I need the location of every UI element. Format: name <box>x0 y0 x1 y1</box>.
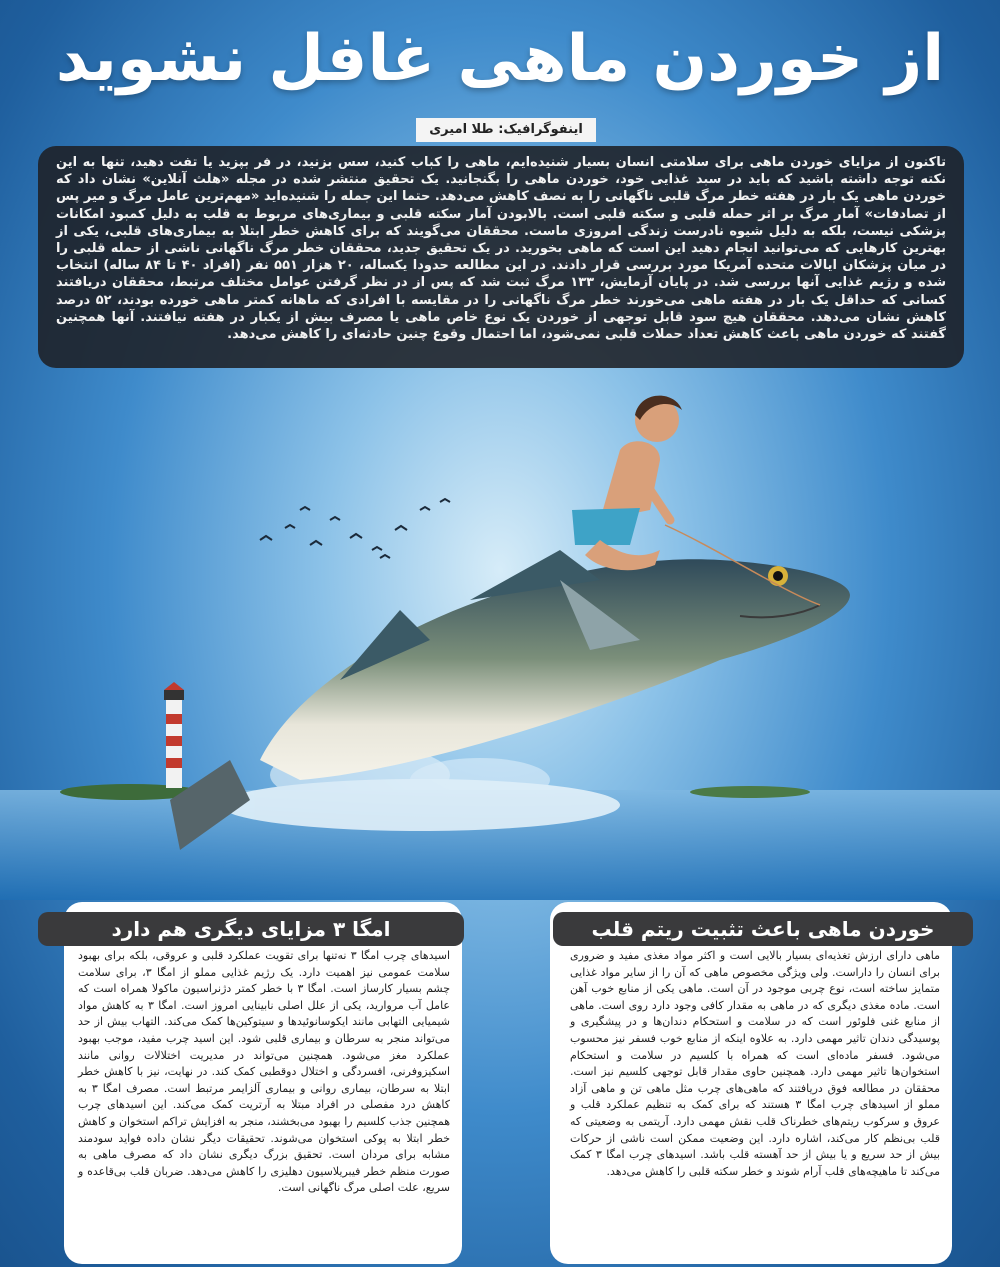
boy-riding-fish-illustration <box>0 380 1000 900</box>
lighthouse <box>164 682 184 788</box>
flying-birds <box>260 499 450 558</box>
intro-text-panel: تاکنون از مزایای خوردن ماهی برای سلامتی انسان بسیار شنیده‌ایم، ماهی را کباب کنید، سس بزنید، در فر بپزید یا تفت دهید، تنها به این نکته توجه داشته باشید که باید در سبد غذایی خود، خوردن ماهی را بگنجانید. یک تحقیق منتشر شده در مجله «هلث آنلاین» نشان داد که خوردن ماهی یک بار در هفته خطر مرگ قلبی ناگهانی را به نصف کاهش می‌دهد. حتما این جمله را شنیده‌اید «مهم‌ترین عامل مرگ و میر پس از تصادفات» آمار مرگ بر اثر حمله قلبی و سکته قلبی است. بالابودن آمار سکته قلبی و بیماری‌های مربوط به قلب به دلیل کمبود امکانات پزشکی نیست، بلکه به دلیل شیوه نادرست زندگی امروزی ماست. محققان می‌گویند که برای کاهش خطر ابتلا به بیماری‌های قلبی، یکی از بهترین کارهایی که می‌توانید انجام دهید این است که ماهی بخورید. در یک تحقیق جدید، محققان خطر مرگ ناگهانی ناشی از حمله قلبی را در میان پزشکان ایالات متحده آمریکا مورد بررسی قرار دادند. در این مطالعه حدودا یکساله، ۲۰ هزار ۵۵۱ نفر (افراد ۴۰ تا ۸۴ ساله) انتخاب شده و رژیم غذایی آنها بررسی شد. در پایان آزمایش، ۱۳۳ مرگ ثبت شد که پس از در نظر گرفتن عوامل مختلف مرتبط، محققان دریافتند کسانی که حداقل یک بار در هفته ماهی می‌خورند خطر مرگ ناگهانی را در مقایسه با افرادی که ماهانه کمتر ماهی خورده بودند، ۵۲ درصد کاهش نشان می‌دهد. محققان هیچ سود قابل توجهی از خوردن یک نوع خاص ماهی یا مصرف بیش از یکبار در هفته نیافتند. آنها همچنین گفتند که خوردن ماهی باعث کاهش تعداد حملات قلبی نمی‌شود، اما احتمال وقوع چنین حادثه‌ای را کاهش می‌دهد. <box>38 146 964 368</box>
heart-rhythm-text: ماهی دارای ارزش تغذیه‌ای بسیار بالایی است و اکثر مواد مغذی مفید و ضروری برای انسان را داراست. ولی ویژگی مخصوص ماهی که آن را از سایر مواد غذایی متمایز ساخته است، نوع چربی موجود در آن است. ماهی یکی از منابع خوب آهن است. ماده مغذی دیگری که در ماهی به مقدار کافی وجود دارد روی است. ماهی از منابع غنی فلوئور است که در سلامت و استحکام دندان‌ها و در پیشگیری و پوسیدگی دندان تاثیر مهمی دارد. به علاوه اینکه از منابع خوب فسفر نیز محسوب می‌شود. فسفر ماده‌ای است که همراه با کلسیم در سلامت و استحکام استخوان‌ها تاثیر مهمی دارد. همچنین حاوی مقدار قابل توجهی کلسیم نیز است. محققان در مطالعه فوق دریافتند که ماهی‌های چرب مثل ماهی تن و ماهی آزاد مملو از اسیدهای چرب امگا ۳ هستند که برای کمک به تنظیم عملکرد قلب و عروق و سرکوب ریتم‌های خطرناک قلب نقش مهمی دارد. آریتمی به وضعیتی که قلب بی‌نظم کار می‌کند، اشاره دارد. این وضعیت ممکن است ناشی از حرکات بیش از حد سریع و یا بیش از حد آهسته قلب باشد. اسیدهای چرب امگا ۳ کمک می‌کند تا ماهیچه‌های قلب آرام شوند و خطر سکته قلبی را کاهش می‌دهد. <box>570 949 940 1178</box>
infographic-credit: اینفوگرافیک: طلا امیری <box>416 118 596 142</box>
island-right <box>690 786 810 798</box>
heart-rhythm-heading: خوردن ماهی باعث تثبیت ریتم قلب <box>553 912 973 946</box>
page-title: از خوردن ماهی غافل نشوید <box>55 22 945 96</box>
omega3-text: اسیدهای چرب امگا ۳ نه‌تنها برای تقویت عملکرد قلبی و عروقی، بلکه برای بهبود سلامت عمومی نیز اهمیت دارد. یک رژیم غذایی مملو از امگا ۳، برای سلامت چشم بسیار کارساز است. امگا ۳ با خطر کمتر دژنراسیون ماکولا همراه است که عامل آب مروارید، یکی از علل اصلی نابینایی امروز است. امگا ۳ به کاهش مواد شیمیایی التهابی مانند ایکوسانوئیدها و سیتوکین‌ها کمک می‌کند. التهاب بیش از حد می‌تواند منجر به سرطان و بیماری قلبی شود. این اسید چرب مفید، موجب بهبود عملکرد مغز می‌شود. همچنین می‌تواند در مدیریت اختلالات روانی مانند اسکیزوفرنی، افسردگی و اختلال دوقطبی کمک کند. در نهایت، نیز با کاهش خطر ابتلا به سرطان، بیماری روانی و بیماری آلزایمر مرتبط است. مصرف امگا ۳ به کاهش درد مفصلی در افراد مبتلا به آرتریت کمک می‌کند. این اسیدهای چرب همچنین جذب کلسیم را بهبود می‌بخشند، منجر به افزایش تراکم استخوان و کاهش خطر ابتلا به پوکی استخوان می‌شوند. تحقیقات دیگر نشان داده فواید سودمند مشابه برای مردان است. تحقیق بزرگ دیگری نشان داد که مصرف ماهی به صورت منظم خطر فیبریلاسیون دهلیزی را کاهش می‌دهد. ضربان قلب بی‌قاعده و سریع، علت اصلی مرگ ناگهانی است. <box>78 949 451 1195</box>
omega3-heading: امگا ۳ مزایای دیگری هم دارد <box>38 912 464 946</box>
